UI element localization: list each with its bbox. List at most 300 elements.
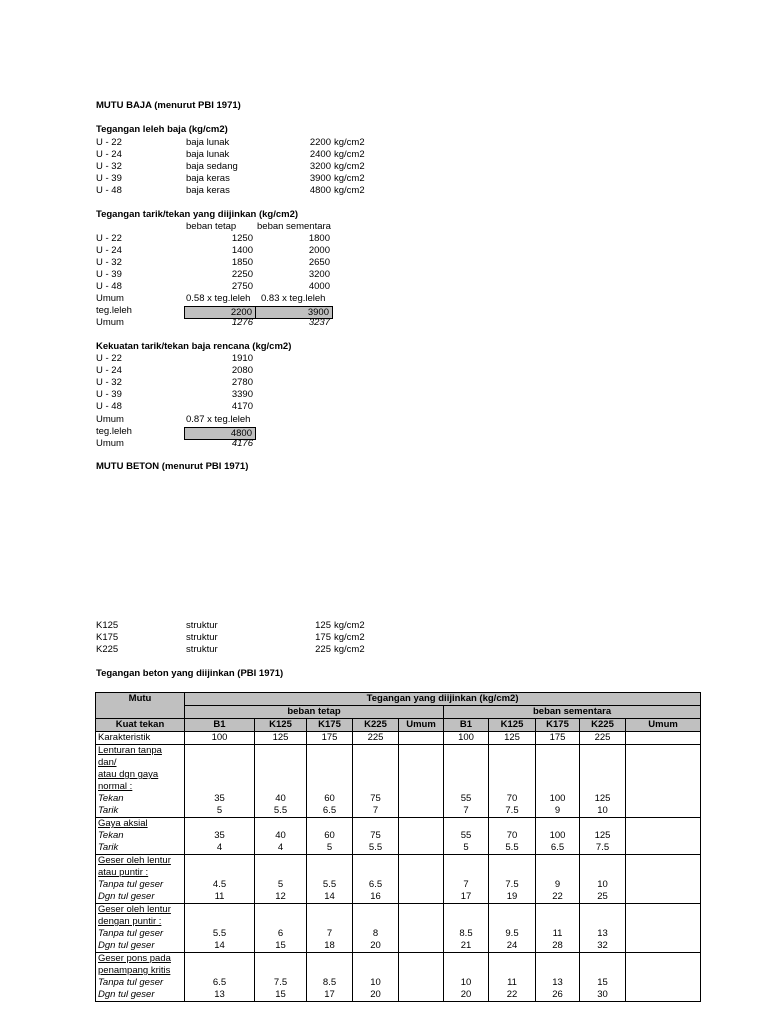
table-cell [536, 745, 580, 770]
table-cell: 8 [353, 928, 399, 940]
ijin-sementara: 2650 [308, 257, 330, 268]
table-cell [307, 916, 353, 928]
table-row [96, 928, 701, 940]
table-cell [353, 855, 399, 868]
table-cell [185, 965, 255, 977]
table-row [96, 977, 701, 989]
table-cell [185, 745, 255, 770]
ijin-umum-value-sementara: 3237 [308, 317, 330, 328]
leleh-value: 3200 [309, 161, 331, 172]
table-cell [353, 904, 399, 917]
table-cell: 7 [307, 928, 353, 940]
table-cell: 225 [353, 732, 399, 745]
table-cell: 5.5 [489, 842, 536, 855]
table-cell: 28 [536, 940, 580, 953]
ijin-sementara: 3200 [308, 269, 330, 280]
table-cell: 4 [255, 842, 307, 855]
table-row [96, 842, 701, 855]
table-cell [489, 904, 536, 917]
table-row-group-label [96, 769, 701, 781]
table-cell: 100 [185, 732, 255, 745]
table-cell [536, 953, 580, 966]
table-cell: 6.5 [353, 879, 399, 891]
table-cell [399, 793, 444, 805]
table-cell [353, 818, 399, 831]
table-cell [185, 867, 255, 879]
table-cell [626, 953, 701, 966]
table-cell [399, 928, 444, 940]
rencana-code: U - 48 [96, 401, 122, 412]
table-cell: 15 [580, 977, 626, 989]
table-cell [626, 989, 701, 1002]
rencana-umum-label: Umum [96, 414, 124, 425]
table-cell [399, 953, 444, 966]
row-label: Geser oleh lentur [96, 904, 185, 917]
table-cell [399, 879, 444, 891]
table-cell [399, 989, 444, 1002]
table-cell: 17 [307, 989, 353, 1002]
table-cell: 26 [536, 989, 580, 1002]
table-cell: 15 [255, 940, 307, 953]
table-cell [489, 745, 536, 770]
row-label: normal : [96, 781, 185, 793]
table-cell: 10 [580, 805, 626, 818]
table-cell: 5 [307, 842, 353, 855]
table-cell [307, 781, 353, 793]
leleh-unit: kg/cm2 [334, 137, 365, 148]
table-cell [255, 867, 307, 879]
table-cell [626, 732, 701, 745]
table-cell: 20 [353, 940, 399, 953]
table-cell [580, 745, 626, 770]
table-cell: 7 [444, 805, 489, 818]
table-cell: 22 [536, 891, 580, 904]
row-label: atau dgn gaya [96, 769, 185, 781]
row-label: Tanpa tul geser [96, 879, 185, 891]
table-cell: 70 [489, 793, 536, 805]
table-cell: 14 [185, 940, 255, 953]
k-unit: kg/cm2 [334, 644, 365, 655]
k-code: K175 [96, 632, 119, 643]
beton-table-title: Tegangan beton yang diijinkan (PBI 1971) [96, 668, 284, 679]
table-cell [185, 904, 255, 917]
table-cell: 55 [444, 830, 489, 842]
table-cell [536, 916, 580, 928]
k-unit: kg/cm2 [334, 632, 365, 643]
table-cell [399, 732, 444, 745]
table-cell [489, 916, 536, 928]
rencana-code: U - 24 [96, 365, 122, 376]
table-cell [307, 855, 353, 868]
row-label: Dgn tul geser [96, 989, 185, 1002]
leleh-value: 2400 [309, 149, 331, 160]
ijin-tetap: 2750 [231, 281, 253, 292]
table-row-group-label [96, 953, 701, 966]
table-cell: 32 [580, 940, 626, 953]
table-cell: 11 [536, 928, 580, 940]
rencana-formula: 0.87 x teg.leleh [186, 414, 251, 425]
table-cell: 9.5 [489, 928, 536, 940]
table-row-group-label [96, 745, 701, 770]
table-cell [399, 805, 444, 818]
table-cell [626, 769, 701, 781]
table-cell: 7 [353, 805, 399, 818]
table-cell: 5 [185, 805, 255, 818]
row-label: atau puntir : [96, 867, 185, 879]
col-beban-sementara: beban sementara [257, 221, 331, 232]
table-cell [307, 904, 353, 917]
table-cell [307, 965, 353, 977]
table-cell [185, 953, 255, 966]
ijin-sementara: 1800 [308, 233, 330, 244]
k-value: 175 [315, 632, 331, 643]
header-col: K175 [307, 719, 353, 732]
table-cell [536, 867, 580, 879]
table-cell: 7.5 [489, 805, 536, 818]
rencana-code: U - 39 [96, 389, 122, 400]
table-cell [489, 769, 536, 781]
row-label: Lenturan tanpa dan/ [96, 745, 185, 770]
ijin-umum2-label: Umum [96, 317, 124, 328]
table-cell: 25 [580, 891, 626, 904]
table-cell: 225 [580, 732, 626, 745]
table-cell [489, 965, 536, 977]
ijin-sementara: 4000 [308, 281, 330, 292]
header-col: Umum [399, 719, 444, 732]
rencana-value: 2780 [231, 377, 253, 388]
leleh-unit: kg/cm2 [334, 161, 365, 172]
table-cell [626, 916, 701, 928]
table-row [96, 830, 701, 842]
leleh-value: 2200 [309, 137, 331, 148]
table-cell [444, 769, 489, 781]
table-cell: 70 [489, 830, 536, 842]
ijin-code: U - 32 [96, 257, 122, 268]
table-cell [353, 953, 399, 966]
table-cell: 8.5 [444, 928, 489, 940]
leleh-type: baja sedang [186, 161, 238, 172]
table-cell [626, 891, 701, 904]
header-col: K225 [580, 719, 626, 732]
table-cell [626, 745, 701, 770]
table-cell: 35 [185, 830, 255, 842]
table-cell: 4.5 [185, 879, 255, 891]
table-cell: 18 [307, 940, 353, 953]
table-cell: 10 [444, 977, 489, 989]
ijin-umum-label: Umum [96, 293, 124, 304]
table-cell [399, 855, 444, 868]
row-label: Tekan [96, 830, 185, 842]
table-cell [185, 855, 255, 868]
table-cell [580, 769, 626, 781]
row-label: dengan puntir : [96, 916, 185, 928]
table-cell: 11 [185, 891, 255, 904]
table-cell [255, 953, 307, 966]
table-cell: 20 [444, 989, 489, 1002]
k-type: struktur [186, 644, 218, 655]
table-cell: 6.5 [536, 842, 580, 855]
table-cell: 6.5 [307, 805, 353, 818]
row-label: Tarik [96, 805, 185, 818]
ijin-formula-tetap: 0.58 x teg.leleh [186, 293, 251, 304]
table-row [96, 940, 701, 953]
table-cell: 13 [536, 977, 580, 989]
table-row-group-label [96, 904, 701, 917]
leleh-unit: kg/cm2 [334, 185, 365, 196]
leleh-code: U - 39 [96, 173, 122, 184]
table-cell: 5.5 [255, 805, 307, 818]
rencana-code: U - 22 [96, 353, 122, 364]
rencana-umum2-label: Umum [96, 438, 124, 449]
table-cell [489, 867, 536, 879]
table-cell [444, 781, 489, 793]
table-cell: 60 [307, 830, 353, 842]
leleh-type: baja lunak [186, 137, 230, 148]
table-cell [399, 830, 444, 842]
table-row-group-label [96, 965, 701, 977]
table-cell [353, 769, 399, 781]
table-cell: 40 [255, 793, 307, 805]
table-cell [626, 965, 701, 977]
table-cell [489, 855, 536, 868]
table-cell [536, 965, 580, 977]
table-row-group-label [96, 818, 701, 831]
row-label: Dgn tul geser [96, 891, 185, 904]
leleh-code: U - 24 [96, 149, 122, 160]
header-beban-tetap: beban tetap [185, 706, 444, 719]
table-cell [626, 781, 701, 793]
table-cell [185, 769, 255, 781]
table-cell [255, 904, 307, 917]
table-cell [580, 818, 626, 831]
table-cell: 11 [489, 977, 536, 989]
table-cell [255, 781, 307, 793]
table-cell: 30 [580, 989, 626, 1002]
table-cell: 14 [307, 891, 353, 904]
ijin-sementara: 2000 [308, 245, 330, 256]
table-cell [399, 842, 444, 855]
table-cell [307, 953, 353, 966]
leleh-code: U - 48 [96, 185, 122, 196]
table-cell [399, 916, 444, 928]
table-row-group-label [96, 867, 701, 879]
table-cell: 24 [489, 940, 536, 953]
table-cell: 75 [353, 793, 399, 805]
table-cell: 16 [353, 891, 399, 904]
table-cell: 6 [255, 928, 307, 940]
table-cell [626, 830, 701, 842]
table-row-group-label [96, 781, 701, 793]
table-cell [626, 867, 701, 879]
table-cell [353, 781, 399, 793]
table-row [96, 891, 701, 904]
table-cell: 55 [444, 793, 489, 805]
table-cell [489, 781, 536, 793]
table-cell: 20 [353, 989, 399, 1002]
table-cell: 8.5 [307, 977, 353, 989]
table-cell: 100 [536, 830, 580, 842]
table-cell: 40 [255, 830, 307, 842]
table-cell: 7 [444, 879, 489, 891]
leleh-code: U - 32 [96, 161, 122, 172]
rencana-heading: Kekuatan tarik/tekan baja rencana (kg/cm2) [96, 341, 292, 352]
header-kuat-tekan: Kuat tekan [96, 719, 185, 732]
header-col: B1 [185, 719, 255, 732]
table-cell [399, 818, 444, 831]
ijin-code: U - 48 [96, 281, 122, 292]
table-cell [536, 855, 580, 868]
table-cell [353, 745, 399, 770]
leleh-unit: kg/cm2 [334, 173, 365, 184]
table-cell [580, 781, 626, 793]
table-cell [489, 953, 536, 966]
ijin-teg-value-tetap: 2200 [230, 307, 252, 318]
leleh-value: 4800 [309, 185, 331, 196]
rencana-code: U - 32 [96, 377, 122, 388]
table-row [96, 793, 701, 805]
table-cell: 5 [255, 879, 307, 891]
table-cell [536, 781, 580, 793]
ijin-formula-sementara: 0.83 x teg.leleh [261, 293, 326, 304]
k-unit: kg/cm2 [334, 620, 365, 631]
table-cell: 21 [444, 940, 489, 953]
table-cell [399, 940, 444, 953]
ijin-tetap: 1850 [231, 257, 253, 268]
table-cell [580, 904, 626, 917]
table-cell [444, 818, 489, 831]
k-type: struktur [186, 632, 218, 643]
table-cell [626, 855, 701, 868]
table-cell: 7.5 [255, 977, 307, 989]
table-cell [580, 855, 626, 868]
ijin-umum-value-tetap: 1276 [231, 317, 253, 328]
table-row [96, 805, 701, 818]
table-cell [580, 965, 626, 977]
col-beban-tetap: beban tetap [186, 221, 237, 232]
header-col: Umum [626, 719, 701, 732]
table-cell [626, 940, 701, 953]
k-value: 225 [315, 644, 331, 655]
leleh-code: U - 22 [96, 137, 122, 148]
table-cell: 35 [185, 793, 255, 805]
table-cell [255, 855, 307, 868]
table-cell: 9 [536, 805, 580, 818]
table-cell [626, 818, 701, 831]
k-code: K125 [96, 620, 119, 631]
table-cell: 4 [185, 842, 255, 855]
rencana-value: 1910 [231, 353, 253, 364]
leleh-value: 3900 [309, 173, 331, 184]
table-cell [399, 891, 444, 904]
table-cell: 22 [489, 989, 536, 1002]
ijin-tetap: 2250 [231, 269, 253, 280]
table-cell: 13 [580, 928, 626, 940]
leleh-type: baja keras [186, 185, 230, 196]
table-cell [444, 953, 489, 966]
table-cell [353, 916, 399, 928]
row-label: Tarik [96, 842, 185, 855]
table-cell [307, 867, 353, 879]
table-cell [185, 781, 255, 793]
table-cell: 7.5 [580, 842, 626, 855]
k-value: 125 [315, 620, 331, 631]
table-cell: 175 [307, 732, 353, 745]
row-label: Geser oleh lentur [96, 855, 185, 868]
ijin-code: U - 22 [96, 233, 122, 244]
table-cell [399, 769, 444, 781]
table-cell: 10 [580, 879, 626, 891]
table-cell [444, 965, 489, 977]
section-title-baja: MUTU BAJA (menurut PBI 1971) [96, 100, 241, 111]
table-cell [580, 867, 626, 879]
table-cell [444, 745, 489, 770]
table-row-karakteristik [96, 732, 701, 745]
table-cell [353, 867, 399, 879]
ijin-teg-label: teg.leleh [96, 305, 132, 316]
ijin-tetap: 1400 [231, 245, 253, 256]
table-cell [444, 916, 489, 928]
row-label: Geser pons pada [96, 953, 185, 966]
table-cell: 125 [580, 793, 626, 805]
table-cell [626, 928, 701, 940]
table-cell [307, 769, 353, 781]
table-cell: 6.5 [185, 977, 255, 989]
header-tegangan: Tegangan yang diijinkan (kg/cm2) [185, 693, 701, 706]
table-cell [255, 916, 307, 928]
row-label: Gaya aksial [96, 818, 185, 831]
table-row-group-label [96, 916, 701, 928]
table-cell [580, 953, 626, 966]
leleh-type: baja keras [186, 173, 230, 184]
ijin-tetap: 1250 [231, 233, 253, 244]
table-cell: 5.5 [307, 879, 353, 891]
table-cell [536, 769, 580, 781]
beton-table [95, 692, 701, 1002]
table-cell [399, 867, 444, 879]
leleh-unit: kg/cm2 [334, 149, 365, 160]
leleh-heading: Tegangan leleh baja (kg/cm2) [96, 124, 228, 135]
header-beban-sementara: beban sementara [444, 706, 701, 719]
header-col: K175 [536, 719, 580, 732]
rencana-value: 2080 [231, 365, 253, 376]
table-cell: 15 [255, 989, 307, 1002]
ijin-heading: Tegangan tarik/tekan yang diijinkan (kg/cm2) [96, 209, 299, 220]
rencana-value: 3390 [231, 389, 253, 400]
table-cell [255, 965, 307, 977]
table-cell [626, 793, 701, 805]
table-cell [626, 879, 701, 891]
table-cell [255, 818, 307, 831]
table-cell: 125 [489, 732, 536, 745]
table-cell [444, 904, 489, 917]
table-cell [185, 916, 255, 928]
table-cell: 5.5 [185, 928, 255, 940]
header-col: K125 [489, 719, 536, 732]
table-cell [580, 916, 626, 928]
table-cell: 5.5 [353, 842, 399, 855]
table-cell: 12 [255, 891, 307, 904]
rencana-teg-value: 4800 [230, 428, 252, 439]
table-cell [255, 769, 307, 781]
table-row [96, 989, 701, 1002]
table-cell: 19 [489, 891, 536, 904]
row-label: penampang kritis [96, 965, 185, 977]
table-cell [536, 904, 580, 917]
table-cell [255, 745, 307, 770]
table-cell [626, 977, 701, 989]
row-label: Dgn tul geser [96, 940, 185, 953]
table-cell [444, 867, 489, 879]
